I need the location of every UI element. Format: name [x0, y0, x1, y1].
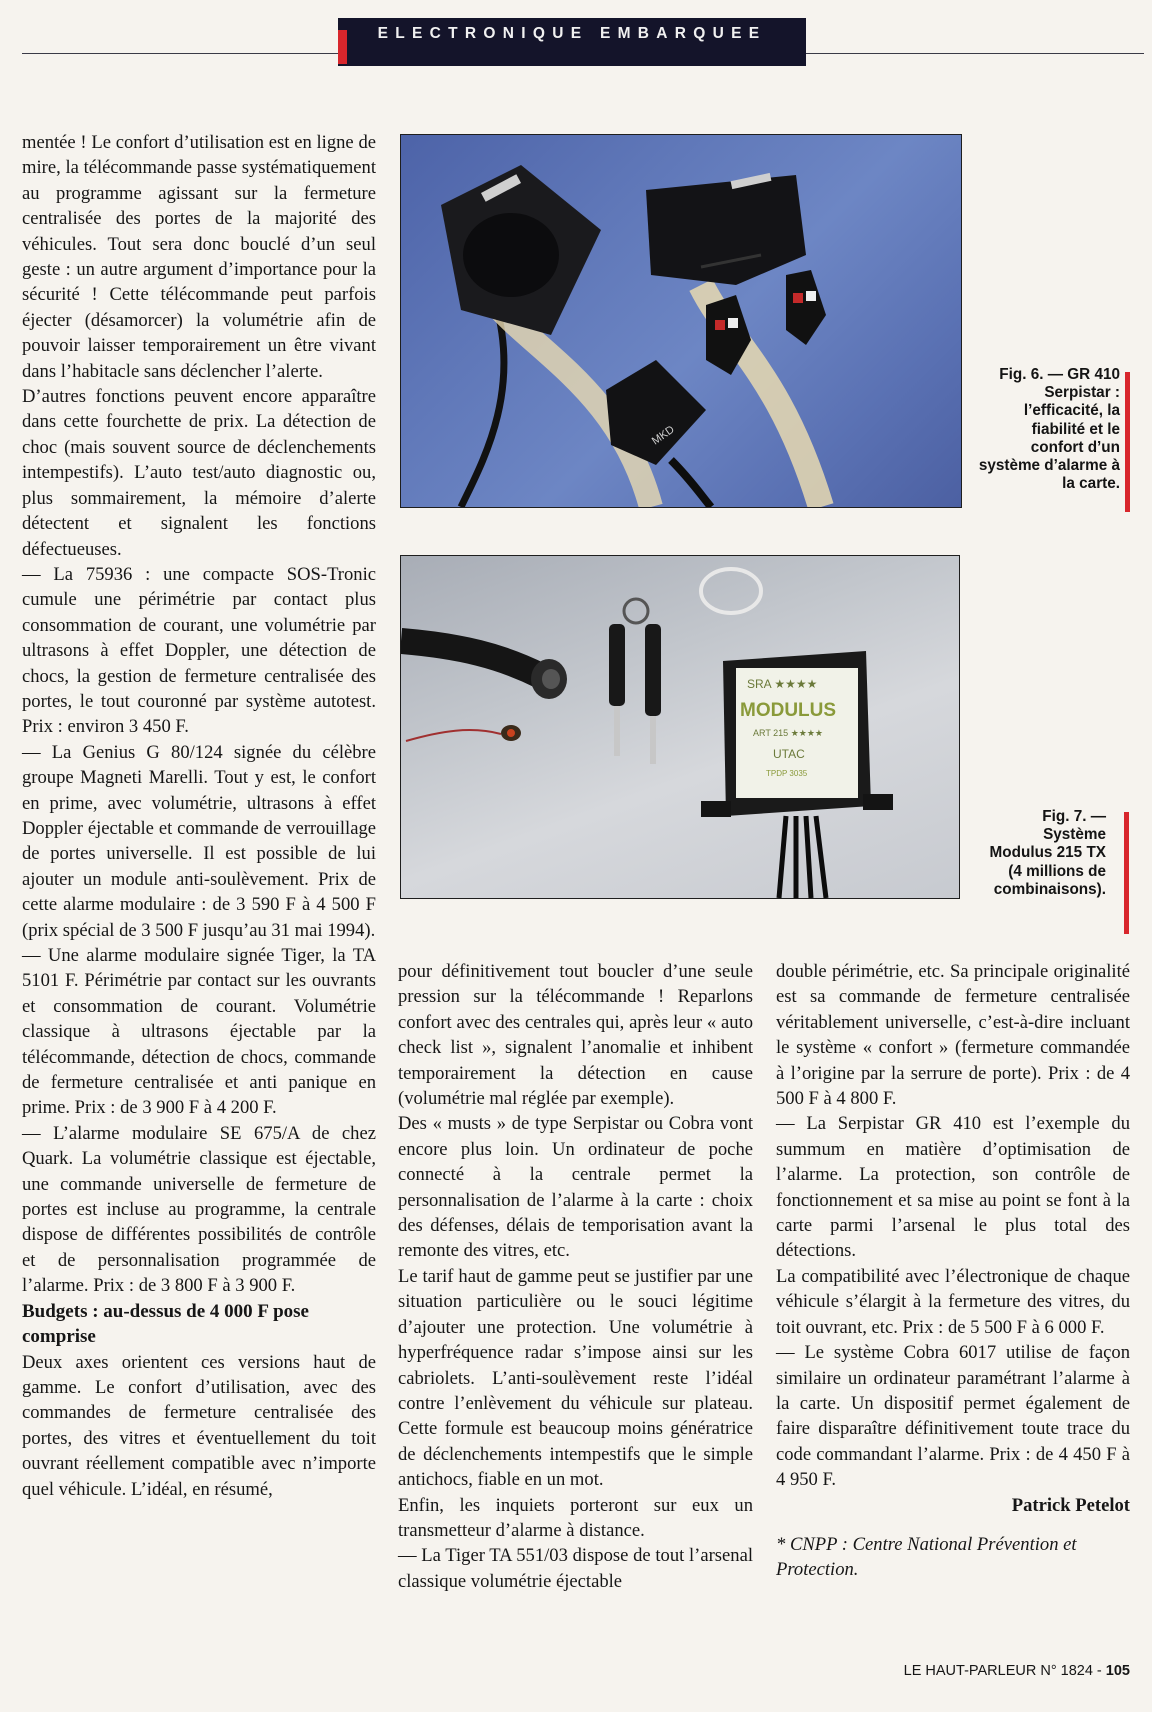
paragraph: — La Serpistar GR 410 est l’exemple du summum en matière d’optimisation de l’alarme. La protection, son contrôle de fonctionnement et sa mise au point se font à la carte parmi l’arsenal le plus total des détections. — [776, 1113, 1130, 1262]
article-column-3 — [776, 959, 1130, 1583]
mkd-label: MKD — [649, 423, 677, 448]
utac-label: UTAC — [773, 747, 805, 761]
paragraph: — La Tiger TA 551/03 dispose de tout l’arsenal classique volumétrie éjectable — [398, 1545, 753, 1592]
article-column-2 — [398, 959, 753, 1594]
paragraph: — Le système Cobra 6017 utilise de façon similaire un ordinateur paramétrant l’alarme à la carte. Un dispositif permet également de faire disparaître définitivement toute trace du code commandant l’alarme. Prix : de 4 450 F à 4 950 F. — [776, 1342, 1130, 1491]
paragraph: — L’alarme modulaire SE 675/A de chez Quark. La volumétrie classique est éjectable, une commande universelle de fermeture de portes est incluse au programme, la centrale dispose de différentes possibilités de contrôle et de personnalisation programmée de l’alarme. Prix : de 3 800 F à 3 900 F. — [22, 1122, 376, 1297]
header-rule-left — [22, 53, 340, 54]
figure-7-caption: Fig. 7. — Système Modulus 215 TX (4 millions de combinaisons). — [989, 808, 1106, 898]
paragraph: — Une alarme modulaire signée Tiger, la TA 5101 F. Périmétrie par contact sur les ouvrants et consommation de courant. Volumétrie classique à ultrasons éjectable par la télécommande, détection de chocs, commande de fermeture centralisée et anti panique en prime. Prix : de 3 900 F à 4 200 F. — [22, 945, 376, 1119]
art-label: ART 215 ★★★★ — [753, 728, 823, 738]
section-banner: ELECTRONIQUE EMBARQUEE — [338, 18, 806, 66]
paragraph: — La Genius G 80/124 signée du célèbre groupe Magneti Marelli. Tout y est, le confort en prime, avec volumétrie, ultrasons à effet Doppler éjectable et commande de verrouillage de portes universelle. Il est possible de lui ajouter un module anti-soulèvement. Prix de cette alarme modulaire : de 3 590 F à 4 500 F (prix spécial de 3 500 F jusqu’au 31 mai 1994). — [22, 741, 376, 941]
page-folio — [904, 1663, 1130, 1679]
section-heading: Budgets : au-dessus de 4 000 F pose comprise — [22, 1300, 309, 1348]
figure-6-photo — [400, 134, 962, 508]
paragraph: pour définitivement tout boucler d’une seule pression sur la télécommande ! Reparlons confort avec des centrales qui, après leur « auto check list », signalent l’anomalie et inhibent temporairement la détection en cause (volumétrie mal réglée par exemple). — [398, 961, 753, 1110]
paragraph: Enfin, les inquiets porteront sur eux un transmetteur d’alarme à distance. — [398, 1494, 753, 1541]
sra-label: SRA ★★★★ — [747, 677, 818, 691]
banner-red-marker — [338, 30, 347, 64]
paragraph: Deux axes orientent ces versions haut de gamme. Le confort d’utilisation, avec des commandes de fermeture centralisée des portes, des vitres et éventuellement du toit ouvrant réellement compatible avec n’importe quel véhicule. L’idéal, en résumé, — [22, 1351, 376, 1500]
modulus-brand: MODULUS — [740, 700, 837, 721]
page-number: 105 — [1105, 1663, 1130, 1679]
paragraph: Le tarif haut de gamme peut se justifier par une situation particulière ou le souci légitime d’ajouter une protection. Une volumétrie à hyperfréquence radar s’impose ainsi sur les cabriolets. L’anti-soulèvement reste l’idéal contre l’enlèvement du véhicule sur plateau. Cette formule est beaucoup moins génératrice de déclenchements intempestifs que le simple antichocs, fiable en un mot. — [398, 1265, 753, 1491]
header-rule-right — [806, 53, 1144, 54]
caption-marker-7 — [1124, 812, 1129, 934]
caption-marker-6 — [1125, 372, 1130, 512]
figure-6-caption: Fig. 6. — GR 410 Serpistar : l’efficacité, la fiabilité et le confort d’un système d’alarme à la carte. — [978, 366, 1120, 493]
author-signature: Patrick Petelot — [1011, 1494, 1130, 1516]
figure-7-photo — [400, 555, 960, 899]
tpdp-label: TPDP 3035 — [766, 769, 808, 778]
paragraph: double périmétrie, etc. Sa principale originalité est sa commande de fermeture centralisée véritablement universelle, c’est-à-dire incluant le système « confort » (fermeture commandée à l’origine par la serrure de porte). Prix : de 4 500 F à 4 800 F. — [776, 961, 1130, 1110]
paragraph: La compatibilité avec l’électronique de chaque véhicule s’élargit à la fermeture des vitres, du toit ouvrant, etc. Prix : de 5 500 F à 6 000 F. — [776, 1265, 1130, 1338]
paragraph: Des « musts » de type Serpistar ou Cobra vont encore plus loin. Un ordinateur de poche connecté à la centrale permet la personnalisation de l’alarme à la carte : choix des défenses, délais de temporisation avant la remonte des vitres, etc. — [398, 1113, 753, 1262]
magazine-issue: LE HAUT-PARLEUR N° 1824 - — [903, 1663, 1106, 1679]
article-column-1 — [22, 130, 376, 1502]
paragraph: D’autres fonctions peuvent encore apparaître dans cette fourchette de prix. La détection de choc (mais souvent source de déclenchements intempestifs). L’auto test/auto diagnostic ou, plus sommairement, la mémoire d’alerte détectent et signalent les fonctions défectueuses. — [22, 386, 376, 560]
paragraph: — La 75936 : une compacte SOS-Tronic cumule une périmétrie par contact plus consommation de courant, une volumétrie par ultrasons à effet Doppler, une détection de chocs, la gestion de fermeture centralisée des portes, le tout couronné par système autotest. Prix : environ 3 450 F. — [22, 563, 376, 738]
paragraph: mentée ! Le confort d’utilisation est en ligne de mire, la télécommande passe systématiquement au programme agissant sur la fermeture centralisée des portes de la majorité des véhicules. Tout sera donc bouclé d’un seul geste : un autre argument d’importance pour la sécurité ! Cette télécommande peut parfois éjecter (désamorcer) la volumétrie afin de pouvoir laisser temporairement un être vivant dans l’habitacle sans déclencher l’alerte. — [22, 132, 376, 382]
footnote: * CNPP : Centre National Prévention et Protection. — [776, 1533, 1077, 1581]
